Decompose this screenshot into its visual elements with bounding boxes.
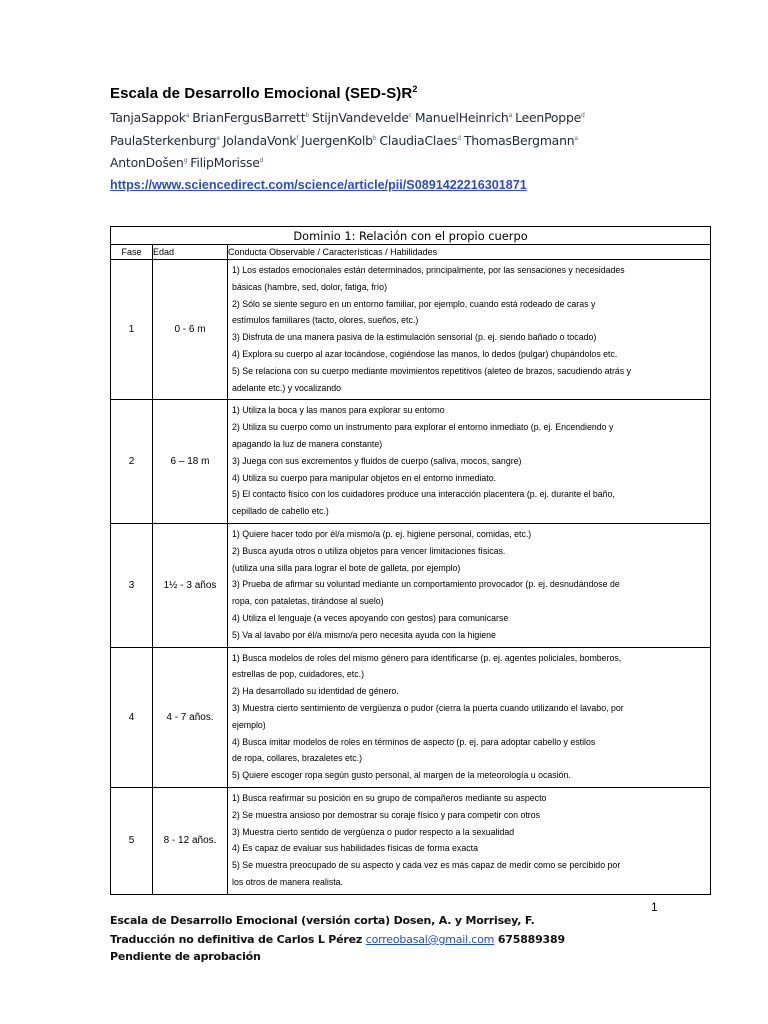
footer-translation xyxy=(110,933,565,946)
behaviour-cell xyxy=(228,260,711,400)
behaviour-line: básicas (hambre, sed, dolor, fatiga, frío) xyxy=(232,281,387,292)
column-header-phase: Fase xyxy=(111,245,153,260)
behaviour-line: estímulos familiares (tacto, olores, sueños, etc.) xyxy=(232,315,419,326)
behaviour-line: 4) Busca imitar modelos de roles en términos de aspecto (p. ej. para adoptar cabello y estilos xyxy=(232,736,596,747)
behaviour-line: ejemplo) xyxy=(232,719,266,730)
document-title: Escala de Desarrollo Emocional $(SED-S)R^2$ xyxy=(110,84,418,102)
table-row xyxy=(111,647,711,787)
behaviour-line: 5) Se relaciona con su cuerpo mediante movimientos repetitivos (aleteo de brazos, sacudiendo atrás y xyxy=(232,365,632,376)
age-cell: 6 – 18 m xyxy=(153,400,228,524)
author-affiliation-mark: c xyxy=(408,112,412,119)
behaviour-line: 5) Se muestra preocupado de su aspecto y cada vez es más capaz de medir como se percibido por xyxy=(232,860,621,871)
table-row xyxy=(111,523,711,647)
footer-status: Pendiente de aprobación xyxy=(110,950,261,963)
behaviour-line: de ropa, collares, brazaletes etc.) xyxy=(232,753,363,764)
behaviour-line: 2) Busca ayuda otros o utiliza objetos para vencer limitaciones físicas. xyxy=(232,545,506,556)
age-cell: 8 - 12 años. xyxy=(153,787,228,894)
title-superscript: 2 xyxy=(412,84,418,94)
author-name: LeenPoppe xyxy=(515,110,582,125)
author-affiliation-mark: d xyxy=(581,112,585,119)
age-cell: 0 - 6 m xyxy=(153,260,228,400)
behaviour-cell xyxy=(228,647,711,787)
behaviour-line: 5) Quiere escoger ropa según gusto personal, al margen de la meteorología u ocasión. xyxy=(232,770,571,781)
behaviour-line: 3) Prueba de afirmar su voluntad mediante un comportamiento provocador (p. ej. desnudándose de xyxy=(232,579,620,590)
behaviour-line: 4) Utiliza el lenguaje (a veces apoyando con gestos) para comunicarse xyxy=(232,612,509,623)
behaviour-line: 5) Va al lavabo por él/a mismo/a pero necesita ayuda con la higiene xyxy=(232,629,496,640)
behaviour-line: cepillado de cabello etc.) xyxy=(232,506,329,517)
author-name: FilipMorisse xyxy=(190,155,260,170)
author-affiliation-mark: e xyxy=(216,135,220,142)
behaviour-line: 1) Los estados emocionales están determinados, principalmente, por las sensaciones y necesidades xyxy=(232,265,625,275)
author-name: BrianFergusBarrett xyxy=(192,110,306,125)
behaviour-cell xyxy=(228,787,711,894)
behaviour-line: 1) Utiliza la boca y las manos para explorar su entorno xyxy=(232,405,445,416)
author-name: ManuelHeinrich xyxy=(414,110,509,125)
table-row xyxy=(111,787,711,894)
behaviour-line: 2) Utiliza su cuerpo como un instrumento para explorar el entorno inmediato (p. ej. Encendiendo y xyxy=(232,422,614,433)
behaviour-line: 1) Busca reafirmar su posición en su grupo de compañeros mediante su aspecto xyxy=(232,792,547,803)
author-name: ClaudiaClaes xyxy=(379,133,458,148)
footer-phone: 675889389 xyxy=(494,933,565,946)
age-cell: 4 - 7 años. xyxy=(153,647,228,787)
behaviour-line: 4) Utiliza su cuerpo para manipular objetos en el entorno inmediato. xyxy=(232,472,497,483)
phase-cell: 2 xyxy=(111,400,153,524)
phase-cell: 1 xyxy=(111,260,153,400)
behaviour-cell xyxy=(228,400,711,524)
behaviour-line: 5) El contacto físico con los cuidadores produce una interacción placentera (p. ej. durante el baño, xyxy=(232,489,615,500)
behaviour-line: 4) Explora su cuerpo al azar tocándose, cogiéndose las manos, lo dedos (pulgar) chupándolos etc. xyxy=(232,348,618,359)
author-affiliation-mark: a xyxy=(574,135,578,142)
table-title: Dominio 1: Relación con el propio cuerpo xyxy=(111,227,711,245)
domain-table xyxy=(110,226,711,895)
behaviour-line: (utiliza una silla para lograr el bote de galleta, por ejemplo) xyxy=(232,562,461,573)
phase-cell: 5 xyxy=(111,787,153,894)
phase-cell: 3 xyxy=(111,523,153,647)
behaviour-line: 2) Sólo se siente seguro en un entorno familiar, por ejemplo, cuando está rodeado de caras y xyxy=(232,298,596,309)
author-name: TanjaSappok xyxy=(110,110,186,125)
behaviour-line: 4) Es capaz de evaluar sus habilidades físicas de forma exacta xyxy=(232,843,478,854)
footer-citation: Escala de Desarrollo Emocional (versión corta) Dosen, A. y Morrisey, F. xyxy=(110,914,535,927)
behaviour-line: 1) Busca modelos de roles del mismo género para identificarse (p. ej. agentes policiales, bomberos, xyxy=(232,652,622,663)
phase-cell: 4 xyxy=(111,647,153,787)
author-affiliation-mark: g xyxy=(183,157,188,164)
behaviour-line: 1) Quiere hacer todo por él/a mismo/a (p. ej. higiene personal, comidas, etc.) xyxy=(232,528,532,539)
table-row xyxy=(111,260,711,400)
authors-line xyxy=(110,155,266,170)
author-affiliation-mark: d xyxy=(259,157,264,164)
behaviour-line: 3) Muestra cierto sentimiento de vergüenza o pudor (cierra la puerta cuando utilizando el lavabo, por xyxy=(232,702,624,713)
behaviour-line: 3) Muestra cierto sentido de vergüenza o pudor respecto a la sexualidad xyxy=(232,826,515,837)
author-name: StijnVandevelde xyxy=(311,110,409,125)
column-header-age: Edad xyxy=(153,245,228,260)
behaviour-line: estrellas de pop, cuidadores, etc.) xyxy=(232,669,365,680)
table-header-row xyxy=(111,245,711,260)
author-name: JolandaVonk xyxy=(222,133,297,148)
behaviour-line: 3) Disfruta de una manera pasiva de la estimulación sensorial (p. ej. siendo bañado o tocado) xyxy=(232,332,597,343)
authors-line xyxy=(110,110,588,125)
footer-translator: Traducción no definitiva de Carlos L Pérez xyxy=(110,933,366,946)
author-name: PaulaSterkenburg xyxy=(110,133,217,148)
behaviour-line: 2) Se muestra ansioso por demostrar su coraje físico y para competir con otros xyxy=(232,809,541,820)
author-affiliation-mark: b xyxy=(372,135,377,142)
author-name: ThomasBergmann xyxy=(463,133,575,148)
behaviour-line: adelante etc.) y vocalizando xyxy=(232,382,342,393)
behaviour-line: los otros de manera realista. xyxy=(232,876,343,887)
footer-email-link[interactable]: correobasal@gmail.com xyxy=(365,933,495,946)
source-link[interactable]: https://www.sciencedirect.com/science/article/pii/S0891422216301871 xyxy=(110,178,527,192)
behaviour-cell xyxy=(228,523,711,647)
author-affiliation-mark: d xyxy=(457,135,461,142)
author-affiliation-mark: a xyxy=(508,112,513,119)
author-affiliation-mark: b xyxy=(305,112,309,119)
author-affiliation-mark: f xyxy=(296,135,299,142)
author-name: AntonDošen xyxy=(110,155,184,170)
author-name: JuergenKolb xyxy=(301,133,373,148)
author-affiliation-mark: a xyxy=(185,112,190,119)
table-body xyxy=(111,260,711,895)
authors-line xyxy=(110,133,581,148)
behaviour-line: ropa, con pataletas, tirándose al suelo) xyxy=(232,596,384,607)
age-cell: 1½ - 3 años xyxy=(153,523,228,647)
behaviour-line: apagando la luz de manera constante) xyxy=(232,438,383,449)
behaviour-line: 2) Ha desarrollado su identidad de género. xyxy=(232,686,399,697)
page-number: 1 xyxy=(651,900,658,914)
column-header-behaviour: Conducta Observable / Características / Habilidades xyxy=(228,245,711,260)
table-row xyxy=(111,400,711,524)
behaviour-line: 3) Juega con sus excrementos y fluidos de cuerpo (saliva, mocos, sangre) xyxy=(232,455,522,466)
